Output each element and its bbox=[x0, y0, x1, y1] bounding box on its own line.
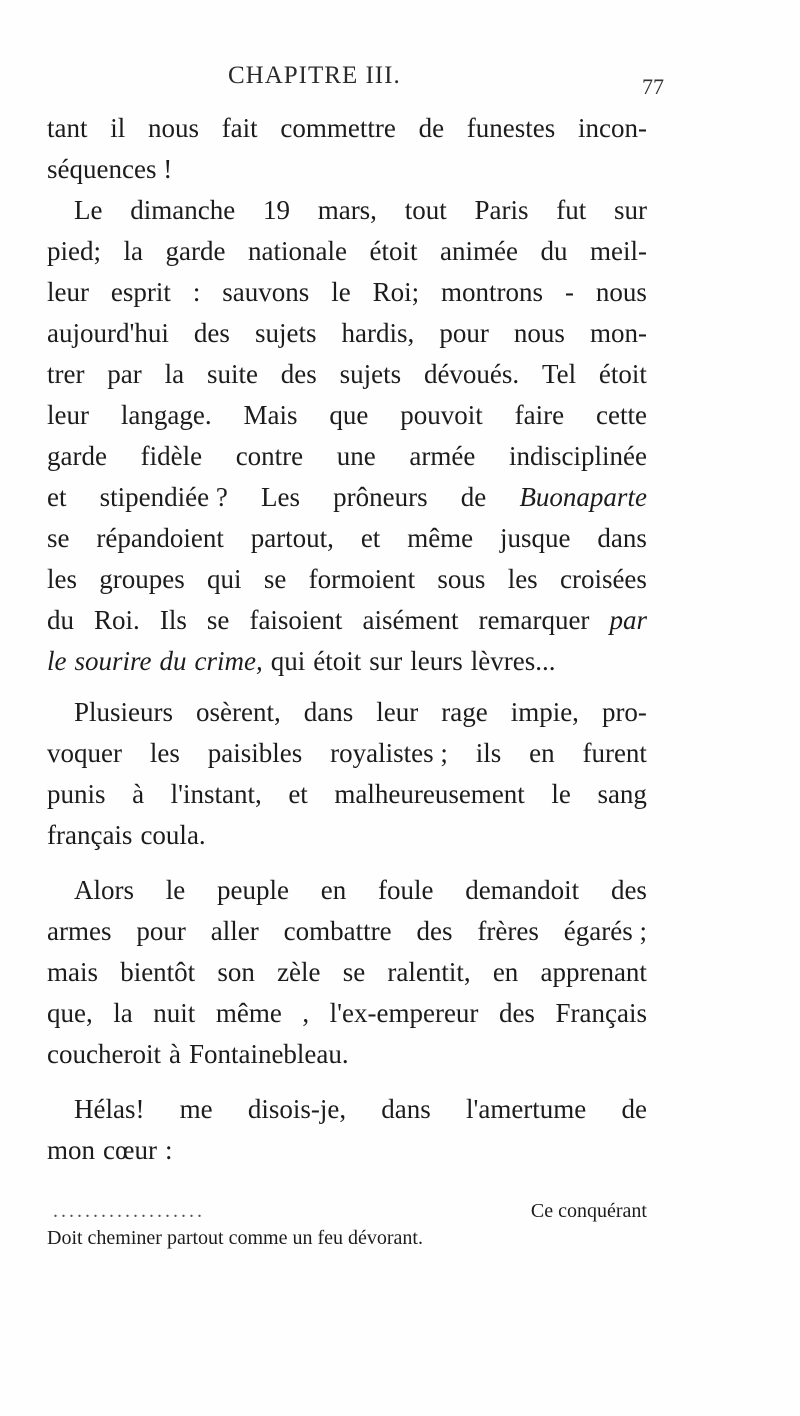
word: Paris bbox=[474, 195, 529, 225]
word: sous bbox=[437, 564, 486, 594]
word: bientôt bbox=[120, 957, 196, 987]
word: rage bbox=[441, 697, 488, 727]
word: pour bbox=[439, 318, 489, 348]
word: armée bbox=[409, 441, 476, 471]
text-line bbox=[47, 815, 647, 856]
paragraph-gap bbox=[47, 1075, 647, 1089]
word: , bbox=[302, 998, 310, 1028]
word: Alors bbox=[74, 875, 134, 905]
verse-line-1 bbox=[47, 1198, 647, 1225]
word: nous bbox=[147, 113, 199, 143]
word: montrons bbox=[441, 277, 544, 307]
verse-leader-dots: ................... bbox=[53, 1200, 205, 1222]
text-line bbox=[47, 272, 647, 313]
text-line bbox=[47, 911, 647, 952]
word: partout, bbox=[250, 523, 334, 553]
word: lèvres... bbox=[470, 646, 556, 676]
word: l'amertume bbox=[465, 1094, 587, 1124]
word: sur bbox=[613, 195, 647, 225]
word: séquences ! bbox=[47, 154, 173, 184]
word: coula. bbox=[140, 820, 206, 850]
word: furent bbox=[582, 738, 647, 768]
text-line bbox=[47, 559, 647, 600]
text-line bbox=[47, 774, 647, 815]
word: de bbox=[621, 1094, 647, 1124]
text-line bbox=[47, 354, 647, 395]
word: mon- bbox=[589, 318, 647, 348]
word: remarquer bbox=[478, 605, 590, 635]
text-line bbox=[47, 692, 647, 733]
word: me bbox=[179, 1094, 213, 1124]
word: punis bbox=[47, 779, 106, 809]
word: dans bbox=[381, 1094, 431, 1124]
word: pour bbox=[136, 916, 186, 946]
text-line bbox=[47, 1089, 647, 1130]
word: des bbox=[193, 318, 230, 348]
word: incon- bbox=[577, 113, 647, 143]
word: leur bbox=[47, 400, 89, 430]
word: croisées bbox=[559, 564, 647, 594]
word: tant bbox=[47, 113, 88, 143]
word: étoit bbox=[369, 236, 418, 266]
word: impie, bbox=[510, 697, 579, 727]
paragraph bbox=[47, 1089, 647, 1171]
word: des bbox=[610, 875, 647, 905]
word: faire bbox=[514, 400, 565, 430]
text-line bbox=[47, 518, 647, 559]
word: nuit bbox=[153, 998, 196, 1028]
word: en bbox=[492, 957, 519, 987]
word: langage. bbox=[120, 400, 212, 430]
word: sourire bbox=[74, 646, 152, 676]
text-line bbox=[47, 1130, 647, 1171]
text-line bbox=[47, 870, 647, 911]
word: pouvoit bbox=[400, 400, 483, 430]
word: égarés ; bbox=[563, 916, 647, 946]
word: garde bbox=[165, 236, 226, 266]
word: fait bbox=[221, 113, 258, 143]
word: nationale bbox=[248, 236, 347, 266]
word: en bbox=[320, 875, 347, 905]
word: se bbox=[342, 957, 366, 987]
word: aujourd'hui bbox=[47, 318, 169, 348]
word: Français bbox=[555, 998, 647, 1028]
word: et bbox=[360, 523, 381, 553]
text-line bbox=[47, 190, 647, 231]
word: Le bbox=[74, 195, 103, 225]
word: du bbox=[159, 646, 187, 676]
word: Hélas! bbox=[74, 1094, 145, 1124]
word: Buonaparte bbox=[519, 482, 647, 512]
word: leur bbox=[47, 277, 89, 307]
word: Plusieurs bbox=[74, 697, 174, 727]
word: Roi. bbox=[94, 605, 140, 635]
word: mon bbox=[47, 1135, 96, 1165]
word: sujets bbox=[254, 318, 317, 348]
text-line bbox=[47, 436, 647, 477]
word: du bbox=[540, 236, 568, 266]
word: Mais bbox=[243, 400, 298, 430]
word: fut bbox=[556, 195, 587, 225]
word: de bbox=[460, 482, 487, 512]
word: se bbox=[263, 564, 287, 594]
word: : bbox=[165, 1135, 173, 1165]
word: dévoués. bbox=[423, 359, 520, 389]
word: les bbox=[47, 564, 77, 594]
word: en bbox=[529, 738, 555, 768]
word: une bbox=[336, 441, 376, 471]
word: trer bbox=[47, 359, 85, 389]
word: étoit bbox=[598, 359, 647, 389]
word: dimanche bbox=[130, 195, 236, 225]
word: voquer bbox=[47, 738, 122, 768]
word: et bbox=[47, 482, 67, 512]
word: le bbox=[551, 779, 571, 809]
word: du bbox=[47, 605, 74, 635]
word: Roi; bbox=[372, 277, 420, 307]
word: des bbox=[416, 916, 453, 946]
word: aisément bbox=[362, 605, 459, 635]
paragraph bbox=[47, 870, 647, 1075]
word: cœur bbox=[103, 1135, 157, 1165]
word: funestes bbox=[466, 113, 556, 143]
word: des bbox=[280, 359, 317, 389]
text-line bbox=[47, 1034, 647, 1075]
word: dans bbox=[303, 697, 354, 727]
word: se bbox=[47, 523, 70, 553]
word: la bbox=[123, 236, 144, 266]
page-number: 77 bbox=[642, 74, 664, 99]
word: apprenant bbox=[540, 957, 647, 987]
word: Ils bbox=[159, 605, 187, 635]
text-line bbox=[47, 641, 647, 682]
word: et bbox=[288, 779, 308, 809]
word: tout bbox=[404, 195, 447, 225]
word: à bbox=[132, 779, 145, 809]
word: royalistes ; bbox=[330, 738, 448, 768]
word: Tel bbox=[542, 359, 577, 389]
word: paisibles bbox=[207, 738, 303, 768]
word: foule bbox=[377, 875, 434, 905]
word: pro- bbox=[601, 697, 647, 727]
word: la bbox=[164, 359, 185, 389]
word: le bbox=[165, 875, 186, 905]
word: disois-je, bbox=[247, 1094, 347, 1124]
word: Fontainebleau. bbox=[188, 1039, 349, 1069]
paragraph bbox=[47, 190, 647, 682]
word: répandoient bbox=[96, 523, 224, 553]
word: malheureusement bbox=[334, 779, 525, 809]
verse-quote bbox=[47, 1198, 647, 1252]
word: même bbox=[215, 998, 282, 1028]
word: prôneurs bbox=[333, 482, 428, 512]
word: la bbox=[113, 998, 133, 1028]
word: mais bbox=[47, 957, 98, 987]
word: demandoit bbox=[465, 875, 580, 905]
verse-line-2: Doit cheminer partout comme un feu dévorant. bbox=[47, 1227, 423, 1249]
word: groupes bbox=[99, 564, 185, 594]
word: combattre bbox=[283, 916, 392, 946]
word: stipendiée ? bbox=[99, 482, 228, 512]
verse-line-1-text: Ce conquérant bbox=[530, 1200, 647, 1222]
word: l'instant, bbox=[170, 779, 262, 809]
word: par bbox=[609, 605, 647, 635]
word: ralentit, bbox=[387, 957, 471, 987]
word: français bbox=[47, 820, 133, 850]
chapter-title: CHAPITRE III. bbox=[228, 62, 401, 89]
word: des bbox=[498, 998, 535, 1028]
word: animée bbox=[440, 236, 518, 266]
word: se bbox=[206, 605, 230, 635]
word: il bbox=[110, 113, 126, 143]
word: sujets bbox=[339, 359, 402, 389]
text-line bbox=[47, 231, 647, 272]
word: peuple bbox=[217, 875, 289, 905]
paragraph bbox=[47, 692, 647, 856]
word: leurs bbox=[410, 646, 463, 676]
word: pied; bbox=[47, 236, 101, 266]
word: le bbox=[331, 277, 351, 307]
word: hardis, bbox=[341, 318, 415, 348]
word: faisoient bbox=[249, 605, 343, 635]
word: qui bbox=[207, 564, 242, 594]
word: dans bbox=[597, 523, 647, 553]
word: ils bbox=[475, 738, 502, 768]
word: formoient bbox=[308, 564, 416, 594]
body-text bbox=[47, 108, 647, 1171]
text-line bbox=[47, 313, 647, 354]
word: aller bbox=[210, 916, 259, 946]
word: par bbox=[107, 359, 142, 389]
word: - bbox=[564, 277, 574, 307]
word: armes bbox=[47, 916, 112, 946]
word: garde bbox=[47, 441, 107, 471]
word: l'ex-empereur bbox=[329, 998, 479, 1028]
word: son bbox=[217, 957, 255, 987]
word: commettre bbox=[280, 113, 396, 143]
word: crime, bbox=[194, 646, 263, 676]
word: même bbox=[407, 523, 474, 553]
text-line bbox=[47, 149, 647, 190]
word: à bbox=[168, 1039, 181, 1069]
word: frères bbox=[477, 916, 539, 946]
text-line bbox=[47, 993, 647, 1034]
text-line bbox=[47, 600, 647, 641]
word: de bbox=[418, 113, 445, 143]
word: coucheroit bbox=[47, 1039, 161, 1069]
word: sang bbox=[597, 779, 647, 809]
word: cette bbox=[595, 400, 647, 430]
word: les bbox=[149, 738, 180, 768]
word: nous bbox=[595, 277, 647, 307]
word: contre bbox=[235, 441, 304, 471]
word: meil- bbox=[590, 236, 647, 266]
word: mars, bbox=[317, 195, 377, 225]
running-head bbox=[0, 62, 800, 102]
word: nous bbox=[513, 318, 565, 348]
word: jusque bbox=[500, 523, 571, 553]
word: : bbox=[192, 277, 201, 307]
word: 19 bbox=[262, 195, 290, 225]
word: osèrent, bbox=[196, 697, 281, 727]
paragraph-gap bbox=[47, 682, 647, 692]
text-line bbox=[47, 733, 647, 774]
paragraph bbox=[47, 108, 647, 190]
word: leur bbox=[376, 697, 419, 727]
word: étoit bbox=[313, 646, 362, 676]
text-line bbox=[47, 395, 647, 436]
text-line bbox=[47, 108, 647, 149]
word: Les bbox=[261, 482, 300, 512]
paragraph-gap bbox=[47, 856, 647, 870]
text-line bbox=[47, 952, 647, 993]
word: le bbox=[47, 646, 67, 676]
word: que bbox=[329, 400, 369, 430]
word: qui bbox=[270, 646, 306, 676]
word: sur bbox=[369, 646, 403, 676]
word: zèle bbox=[277, 957, 321, 987]
word: suite bbox=[206, 359, 258, 389]
word: fidèle bbox=[140, 441, 203, 471]
word: indisciplinée bbox=[508, 441, 647, 471]
word: que, bbox=[47, 998, 93, 1028]
word: sauvons bbox=[222, 277, 310, 307]
word: esprit bbox=[110, 277, 171, 307]
word: les bbox=[507, 564, 538, 594]
text-line bbox=[47, 477, 647, 518]
